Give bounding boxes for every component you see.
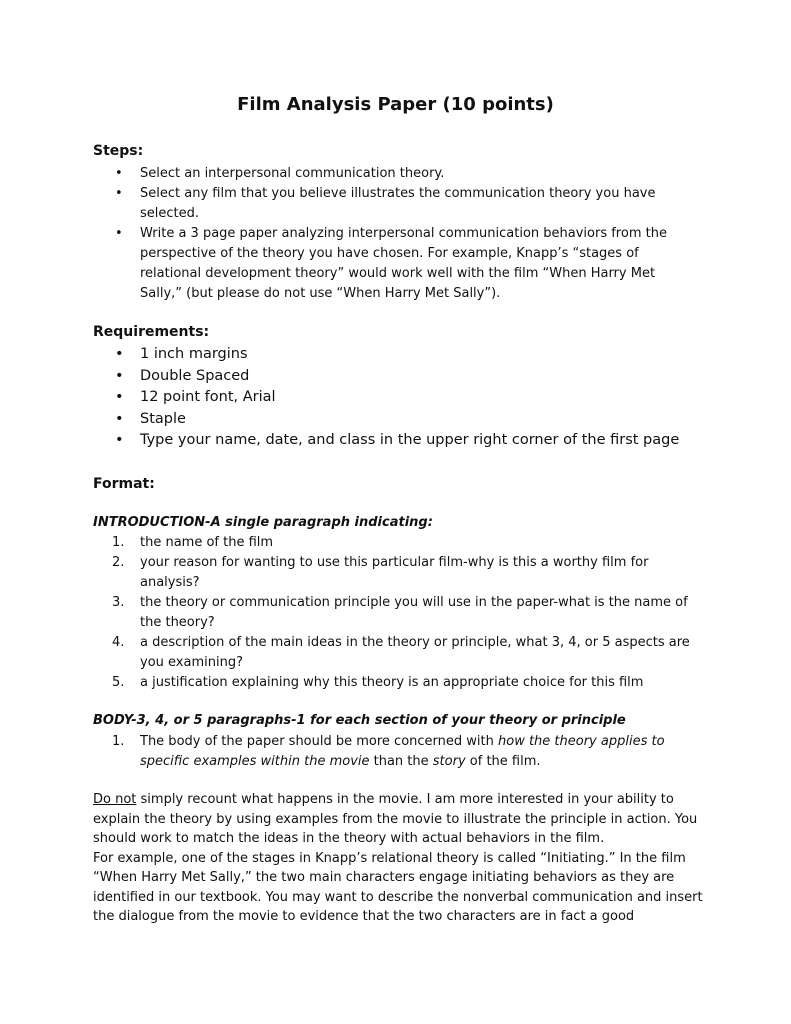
bullet-icon: • [115, 367, 124, 384]
requirements-item: • Double Spaced [93, 366, 713, 388]
steps-heading: Steps: [93, 143, 144, 159]
requirements-item: • Staple [93, 409, 713, 431]
bullet-icon: • [115, 432, 124, 449]
steps-item: • Select any film that you believe illustrates the communication theory you have selected. [115, 186, 656, 221]
format-heading: Format: [93, 476, 155, 492]
body-item: 1. The body of the paper should be more concerned with how the theory applies to specific examples within the movie than the story of the film. [112, 734, 665, 769]
closing-paragraph: Do not simply recount what happens in the movie. I am more interested in your ability to explain the theory by using examples from the movie to illustrate the principle in action. You should work to match the ideas in the theory with actual behaviors in the film. For example, one of the stages in Knapp’s relational theory is called “Initiating.” In the film “When Harry Met Sally,” the two main characters engage initiating behaviors as they are identified in our textbook. You may want to describe the nonverbal communication and insert the dialogue from the movie to evidence that the two characters are in fact a good [93, 792, 703, 924]
do-not-emphasis: Do not [93, 792, 137, 807]
bullet-icon: • [115, 166, 123, 181]
introduction-item: 3. the theory or communication principle you will use in the paper-what is the name of the theory? [112, 595, 688, 630]
requirements-heading: Requirements: [93, 324, 210, 340]
introduction-item: 5. a justification explaining why this theory is an appropriate choice for this film [112, 675, 644, 690]
body-heading: BODY-3, 4, or 5 paragraphs-1 for each section of your theory or principle [93, 713, 626, 728]
steps-item: • Write a 3 page paper analyzing interpersonal communication behaviors from the perspective of the theory you have chosen. For example, Knapp’s “stages of relational development theory” would work well with the film “When Harry Met Sally,” (but please do not use “When Harry Met Sally”). [115, 226, 667, 301]
steps-item: • Select an interpersonal communication theory. [93, 164, 693, 184]
introduction-heading: INTRODUCTION-A single paragraph indicating: [93, 515, 433, 530]
bullet-icon: • [115, 186, 123, 201]
requirements-list [93, 344, 713, 452]
introduction-item: 1. the name of the film [112, 535, 274, 550]
requirements-item: • 1 inch margins [93, 344, 713, 366]
bullet-icon: • [115, 226, 123, 241]
requirements-item: • Type your name, date, and class in the upper right corner of the first page [93, 430, 713, 452]
bullet-icon: • [115, 410, 124, 427]
bullet-icon: • [115, 389, 124, 406]
bullet-icon: • [115, 346, 124, 362]
body-list [93, 732, 693, 772]
requirements-item: • 12 point font, Arial [93, 387, 713, 409]
introduction-item: 4. a description of the main ideas in the theory or principle, what 3, 4, or 5 aspects are you examining? [112, 635, 690, 670]
introduction-list [93, 533, 693, 693]
introduction-item: 2. your reason for wanting to use this particular film-why is this a worthy film for analysis? [112, 555, 649, 590]
page-title: Film Analysis Paper (10 points) [237, 94, 554, 115]
steps-list [93, 164, 693, 304]
